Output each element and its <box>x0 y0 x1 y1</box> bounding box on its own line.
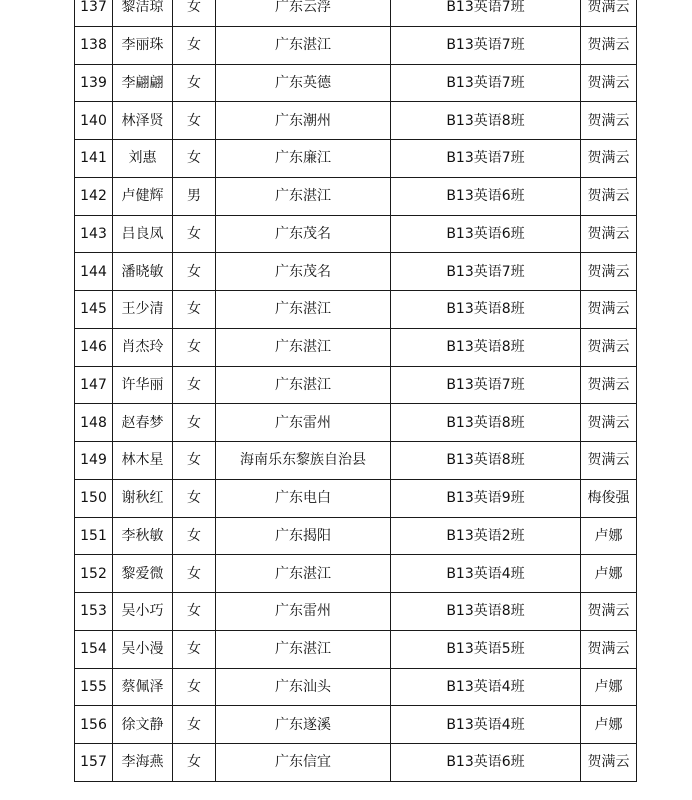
gender-cell: 女 <box>173 328 216 366</box>
row-number-cell: 142 <box>75 177 113 215</box>
teacher-cell: 贺满云 <box>581 102 637 140</box>
class-cell: B13英语5班 <box>391 630 581 668</box>
table-row <box>75 479 637 517</box>
student-name-cell: 王少清 <box>113 291 173 329</box>
gender-cell: 女 <box>173 442 216 480</box>
student-name-cell: 林泽贤 <box>113 102 173 140</box>
student-name-cell: 许华丽 <box>113 366 173 404</box>
teacher-cell: 卢娜 <box>581 668 637 706</box>
origin-cell: 广东湛江 <box>216 26 391 64</box>
teacher-cell: 贺满云 <box>581 442 637 480</box>
teacher-cell: 贺满云 <box>581 328 637 366</box>
roster-body <box>75 0 637 781</box>
class-cell: B13英语9班 <box>391 479 581 517</box>
teacher-cell: 卢娜 <box>581 706 637 744</box>
gender-cell: 女 <box>173 479 216 517</box>
class-cell: B13英语6班 <box>391 744 581 782</box>
origin-cell: 广东廉江 <box>216 140 391 178</box>
origin-cell: 广东雷州 <box>216 404 391 442</box>
class-cell: B13英语8班 <box>391 291 581 329</box>
gender-cell: 女 <box>173 555 216 593</box>
table-row <box>75 102 637 140</box>
student-name-cell: 刘惠 <box>113 140 173 178</box>
gender-cell: 女 <box>173 102 216 140</box>
origin-cell: 广东湛江 <box>216 291 391 329</box>
class-cell: B13英语6班 <box>391 215 581 253</box>
teacher-cell: 贺满云 <box>581 404 637 442</box>
class-cell: B13英语7班 <box>391 0 581 26</box>
class-cell: B13英语4班 <box>391 706 581 744</box>
student-name-cell: 黎爱微 <box>113 555 173 593</box>
student-name-cell: 吴小漫 <box>113 630 173 668</box>
table-row <box>75 215 637 253</box>
row-number-cell: 147 <box>75 366 113 404</box>
teacher-cell: 贺满云 <box>581 26 637 64</box>
gender-cell: 女 <box>173 706 216 744</box>
origin-cell: 广东湛江 <box>216 366 391 404</box>
row-number-cell: 155 <box>75 668 113 706</box>
teacher-cell: 梅俊强 <box>581 479 637 517</box>
gender-cell: 女 <box>173 26 216 64</box>
teacher-cell: 卢娜 <box>581 517 637 555</box>
student-name-cell: 卢健辉 <box>113 177 173 215</box>
teacher-cell: 贺满云 <box>581 253 637 291</box>
table-row <box>75 593 637 631</box>
gender-cell: 女 <box>173 517 216 555</box>
teacher-cell: 贺满云 <box>581 291 637 329</box>
row-number-cell: 152 <box>75 555 113 593</box>
origin-cell: 海南乐东黎族自治县 <box>216 442 391 480</box>
table-row <box>75 366 637 404</box>
class-cell: B13英语8班 <box>391 404 581 442</box>
row-number-cell: 140 <box>75 102 113 140</box>
student-name-cell: 赵春梦 <box>113 404 173 442</box>
origin-cell: 广东湛江 <box>216 328 391 366</box>
teacher-cell: 贺满云 <box>581 744 637 782</box>
student-name-cell: 李丽珠 <box>113 26 173 64</box>
class-cell: B13英语8班 <box>391 442 581 480</box>
class-cell: B13英语7班 <box>391 140 581 178</box>
student-name-cell: 李翩翩 <box>113 64 173 102</box>
origin-cell: 广东湛江 <box>216 177 391 215</box>
table-row <box>75 404 637 442</box>
origin-cell: 广东茂名 <box>216 215 391 253</box>
teacher-cell: 贺满云 <box>581 177 637 215</box>
teacher-cell: 贺满云 <box>581 140 637 178</box>
origin-cell: 广东揭阳 <box>216 517 391 555</box>
origin-cell: 广东云浮 <box>216 0 391 26</box>
origin-cell: 广东湛江 <box>216 555 391 593</box>
row-number-cell: 146 <box>75 328 113 366</box>
row-number-cell: 141 <box>75 140 113 178</box>
row-number-cell: 145 <box>75 291 113 329</box>
row-number-cell: 150 <box>75 479 113 517</box>
class-cell: B13英语4班 <box>391 555 581 593</box>
table-row <box>75 706 637 744</box>
class-cell: B13英语6班 <box>391 177 581 215</box>
class-cell: B13英语7班 <box>391 64 581 102</box>
origin-cell: 广东潮州 <box>216 102 391 140</box>
row-number-cell: 144 <box>75 253 113 291</box>
student-name-cell: 徐文静 <box>113 706 173 744</box>
row-number-cell: 137 <box>75 0 113 26</box>
student-name-cell: 林木星 <box>113 442 173 480</box>
table-row <box>75 442 637 480</box>
origin-cell: 广东茂名 <box>216 253 391 291</box>
gender-cell: 女 <box>173 291 216 329</box>
origin-cell: 广东信宜 <box>216 744 391 782</box>
origin-cell: 广东电白 <box>216 479 391 517</box>
gender-cell: 女 <box>173 140 216 178</box>
gender-cell: 女 <box>173 215 216 253</box>
row-number-cell: 151 <box>75 517 113 555</box>
origin-cell: 广东湛江 <box>216 630 391 668</box>
class-cell: B13英语8班 <box>391 328 581 366</box>
row-number-cell: 148 <box>75 404 113 442</box>
student-name-cell: 肖杰玲 <box>113 328 173 366</box>
class-cell: B13英语8班 <box>391 102 581 140</box>
student-name-cell: 吴小巧 <box>113 593 173 631</box>
gender-cell: 女 <box>173 0 216 26</box>
origin-cell: 广东汕头 <box>216 668 391 706</box>
teacher-cell: 贺满云 <box>581 215 637 253</box>
table-row <box>75 253 637 291</box>
teacher-cell: 贺满云 <box>581 630 637 668</box>
gender-cell: 女 <box>173 593 216 631</box>
table-row <box>75 0 637 26</box>
gender-cell: 女 <box>173 744 216 782</box>
teacher-cell: 贺满云 <box>581 64 637 102</box>
student-name-cell: 潘晓敏 <box>113 253 173 291</box>
table-row <box>75 517 637 555</box>
teacher-cell: 卢娜 <box>581 555 637 593</box>
class-cell: B13英语7班 <box>391 366 581 404</box>
gender-cell: 女 <box>173 366 216 404</box>
row-number-cell: 143 <box>75 215 113 253</box>
gender-cell: 女 <box>173 630 216 668</box>
row-number-cell: 153 <box>75 593 113 631</box>
table-row <box>75 630 637 668</box>
teacher-cell: 贺满云 <box>581 0 637 26</box>
row-number-cell: 157 <box>75 744 113 782</box>
student-name-cell: 黎洁琼 <box>113 0 173 26</box>
table-row <box>75 744 637 782</box>
row-number-cell: 156 <box>75 706 113 744</box>
table-row <box>75 177 637 215</box>
class-cell: B13英语4班 <box>391 668 581 706</box>
row-number-cell: 138 <box>75 26 113 64</box>
teacher-cell: 贺满云 <box>581 593 637 631</box>
student-name-cell: 吕良凤 <box>113 215 173 253</box>
table-row <box>75 555 637 593</box>
origin-cell: 广东英德 <box>216 64 391 102</box>
class-cell: B13英语2班 <box>391 517 581 555</box>
class-cell: B13英语8班 <box>391 593 581 631</box>
gender-cell: 女 <box>173 253 216 291</box>
gender-cell: 女 <box>173 64 216 102</box>
row-number-cell: 139 <box>75 64 113 102</box>
student-name-cell: 谢秋红 <box>113 479 173 517</box>
row-number-cell: 154 <box>75 630 113 668</box>
student-roster-table <box>74 0 637 782</box>
table-row <box>75 328 637 366</box>
row-number-cell: 149 <box>75 442 113 480</box>
student-name-cell: 蔡佩泽 <box>113 668 173 706</box>
origin-cell: 广东雷州 <box>216 593 391 631</box>
table-row <box>75 291 637 329</box>
class-cell: B13英语7班 <box>391 26 581 64</box>
table-row <box>75 64 637 102</box>
student-name-cell: 李秋敏 <box>113 517 173 555</box>
student-name-cell: 李海燕 <box>113 744 173 782</box>
gender-cell: 女 <box>173 668 216 706</box>
origin-cell: 广东遂溪 <box>216 706 391 744</box>
gender-cell: 女 <box>173 404 216 442</box>
gender-cell: 男 <box>173 177 216 215</box>
table-row <box>75 140 637 178</box>
class-cell: B13英语7班 <box>391 253 581 291</box>
teacher-cell: 贺满云 <box>581 366 637 404</box>
table-row <box>75 26 637 64</box>
table-row <box>75 668 637 706</box>
